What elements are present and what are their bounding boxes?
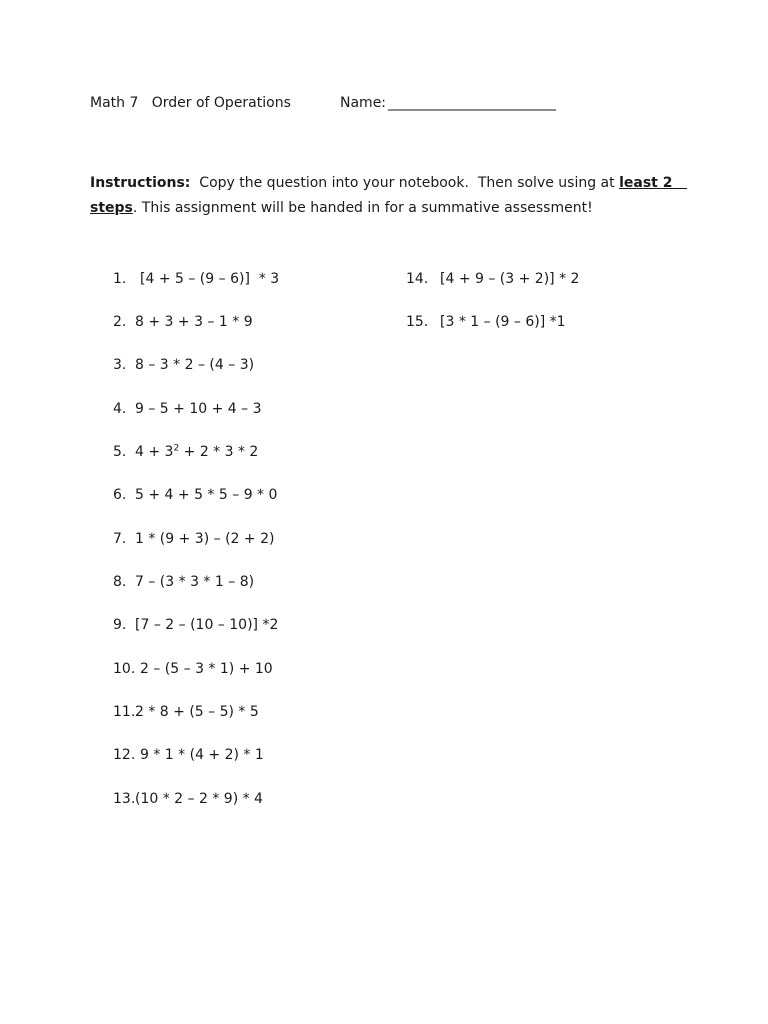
- question-number: 11.: [113, 704, 136, 720]
- question-expression: 9 * 1 * (4 + 2) * 1: [140, 747, 264, 763]
- question-expression: [7 – 2 – (10 – 10)] *2: [135, 617, 279, 633]
- question-number: 4.: [113, 401, 127, 417]
- question-number: 2.: [113, 314, 127, 330]
- question-expression: [3 * 1 – (9 – 6)] *1: [440, 314, 566, 330]
- question-number: 13.: [113, 791, 136, 807]
- instructions-label: Instructions:: [90, 175, 191, 191]
- question-expression: [4 + 9 – (3 + 2)] * 2: [440, 271, 580, 287]
- worksheet-header: [90, 95, 650, 115]
- exponent: 2: [173, 443, 180, 454]
- question-expression: [4 + 5 – (9 – 6)] * 3: [140, 271, 280, 287]
- question-6: [113, 487, 277, 507]
- expression-part: 4 + 3: [135, 444, 174, 460]
- question-expression: 7 – (3 * 3 * 1 – 8): [135, 574, 255, 590]
- question-7: [113, 531, 274, 551]
- question-number: 8.: [113, 574, 127, 590]
- instructions-text-2: . This assignment will be handed in for a summative assessment!: [132, 200, 593, 216]
- question-number: 7.: [113, 531, 127, 547]
- instructions-text-1: Copy the question into your notebook. Then solve using at: [190, 175, 620, 191]
- question-2: [113, 314, 253, 334]
- question-15: [406, 314, 566, 334]
- question-expression: 1 * (9 + 3) – (2 + 2): [135, 531, 275, 547]
- question-number: 9.: [113, 617, 127, 633]
- question-expression: 8 + 3 + 3 – 1 * 9: [135, 314, 253, 330]
- question-12: [113, 747, 264, 767]
- question-number: 3.: [113, 357, 127, 373]
- question-number: 1.: [113, 271, 127, 287]
- worksheet-title: Math 7 Order of Operations: [90, 95, 291, 111]
- instructions: [90, 171, 690, 221]
- question-9: [113, 617, 278, 637]
- question-expression: 2 – (5 – 3 * 1) + 10: [140, 661, 273, 677]
- question-number: 6.: [113, 487, 127, 503]
- question-4: [113, 401, 262, 421]
- question-5: [113, 444, 258, 464]
- question-number: 10.: [113, 661, 136, 677]
- question-11: [113, 704, 259, 724]
- question-expression: 8 – 3 * 2 – (4 – 3): [135, 357, 255, 373]
- question-10: [113, 661, 273, 681]
- question-8: [113, 574, 254, 594]
- question-expression: 2 * 8 + (5 – 5) * 5: [135, 704, 259, 720]
- question-number: 5.: [113, 444, 127, 460]
- name-label: Name:: [340, 95, 387, 111]
- question-expression: 5 + 4 + 5 * 5 – 9 * 0: [135, 487, 278, 503]
- question-1: [113, 271, 279, 291]
- question-number: 14.: [406, 271, 429, 287]
- question-expression: [135, 444, 258, 460]
- name-blank-line: ________________________: [388, 95, 556, 111]
- question-number: 12.: [113, 747, 136, 763]
- question-number: 15.: [406, 314, 429, 330]
- question-expression: 9 – 5 + 10 + 4 – 3: [135, 401, 262, 417]
- question-3: [113, 357, 254, 377]
- question-expression: (10 * 2 – 2 * 9) * 4: [135, 791, 263, 807]
- question-13: [113, 791, 263, 811]
- expression-part: + 2 * 3 * 2: [179, 444, 259, 460]
- instructions-emphasis: least 2 steps: [90, 175, 688, 216]
- question-14: [406, 271, 579, 291]
